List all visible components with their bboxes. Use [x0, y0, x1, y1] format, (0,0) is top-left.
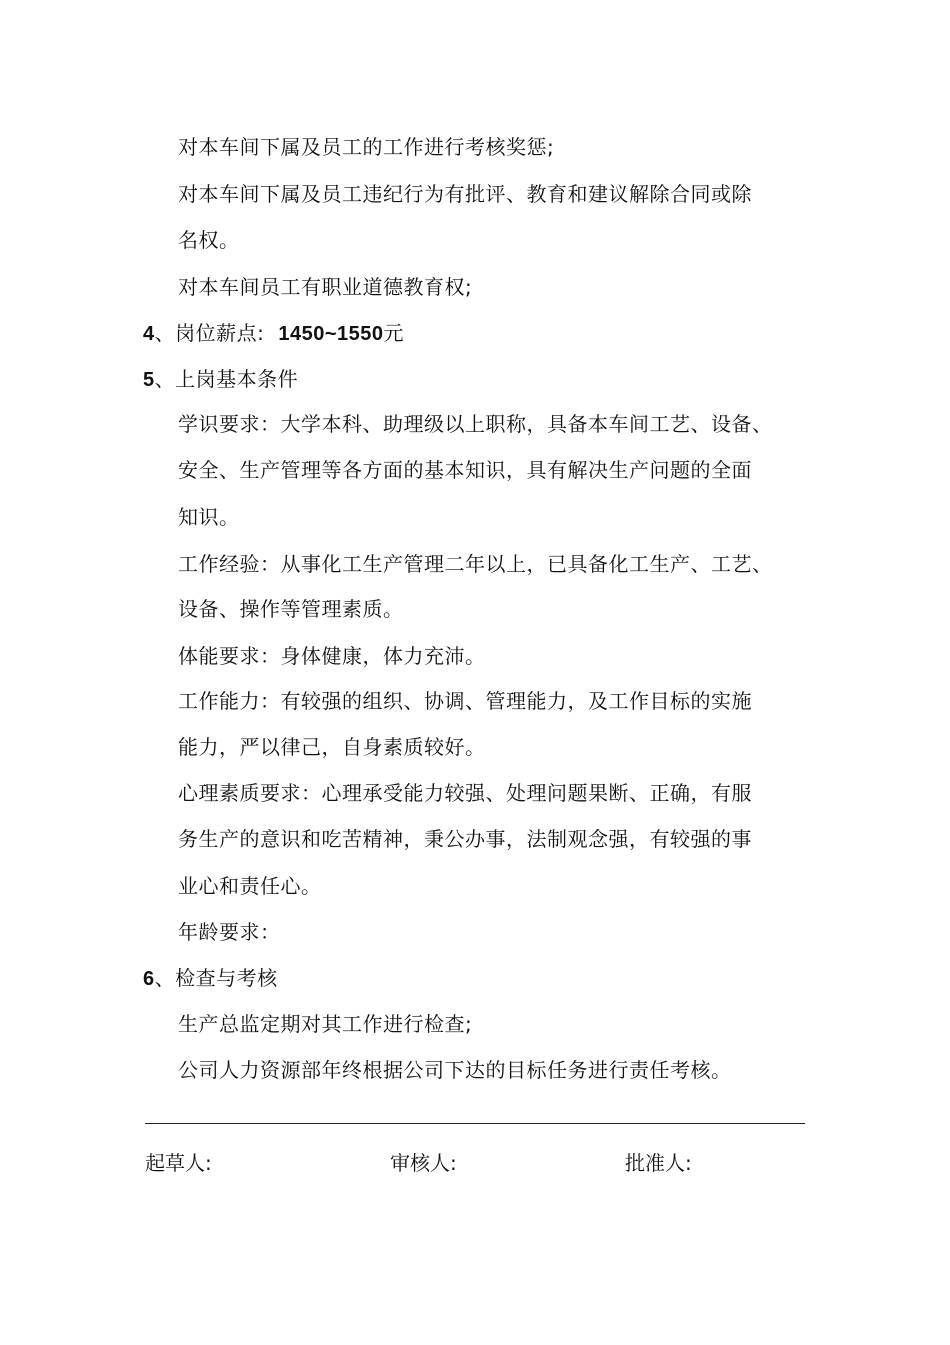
qualification-line-11: 业心和责任心。 — [178, 874, 322, 898]
qualification-line-2: 安全、生产管理等各方面的基本知识，具有解决生产问题的全面 — [178, 458, 752, 482]
authority-line-4: 对本车间员工有职业道德教育权; — [178, 275, 473, 299]
qualification-line-8: 能力，严以律己，自身素质较好。 — [178, 735, 486, 759]
salary-heading — [143, 320, 404, 347]
approver-label: 批准人: — [625, 1151, 692, 1175]
inspection-heading — [143, 965, 278, 992]
qualification-line-6: 体能要求：身体健康，体力充沛。 — [178, 644, 486, 668]
qualification-line-5: 设备、操作等管理素质。 — [178, 597, 404, 621]
drafter-label: 起草人: — [145, 1151, 212, 1175]
qualification-line-10: 务生产的意识和吃苦精神，秉公办事，法制观念强，有较强的事 — [178, 827, 752, 851]
qualification-line-1: 学识要求：大学本科、助理级以上职称，具备本车间工艺、设备、 — [178, 412, 773, 436]
qualification-line-12: 年龄要求： — [178, 920, 281, 944]
authority-line-2: 对本车间下属及员工违纪行为有批评、教育和建议解除合同或除 — [178, 182, 752, 206]
qualification-line-3: 知识。 — [178, 505, 240, 529]
inspection-line-2: 公司人力资源部年终根据公司下达的目标任务进行责任考核。 — [178, 1058, 732, 1082]
inspection-section-number: 6 — [143, 968, 155, 990]
qualification-line-4: 工作经验：从事化工生产管理二年以上，已具备化工生产、工艺、 — [178, 552, 773, 576]
qualifications-heading — [143, 366, 298, 393]
qualification-line-9: 心理素质要求：心理承受能力较强、处理问题果断、正确，有服 — [178, 781, 752, 805]
qualifications-section-number: 5 — [143, 369, 155, 391]
salary-unit: 元 — [383, 321, 405, 345]
salary-section-number: 4 — [143, 323, 155, 345]
reviewer-label: 审核人: — [390, 1151, 457, 1175]
salary-value: 1450~1550 — [278, 323, 384, 345]
signature-divider — [145, 1123, 805, 1124]
qualifications-section-title: 、上岗基本条件 — [154, 367, 299, 391]
qualification-line-7: 工作能力：有较强的组织、协调、管理能力，及工作目标的实施 — [178, 689, 752, 713]
authority-line-3: 名权。 — [178, 228, 240, 252]
salary-section-title: 、岗位薪点: — [154, 321, 265, 345]
authority-line-1: 对本车间下属及员工的工作进行考核奖惩; — [178, 135, 555, 159]
inspection-section-title: 、检查与考核 — [154, 966, 278, 990]
inspection-line-1: 生产总监定期对其工作进行检查; — [178, 1012, 473, 1036]
